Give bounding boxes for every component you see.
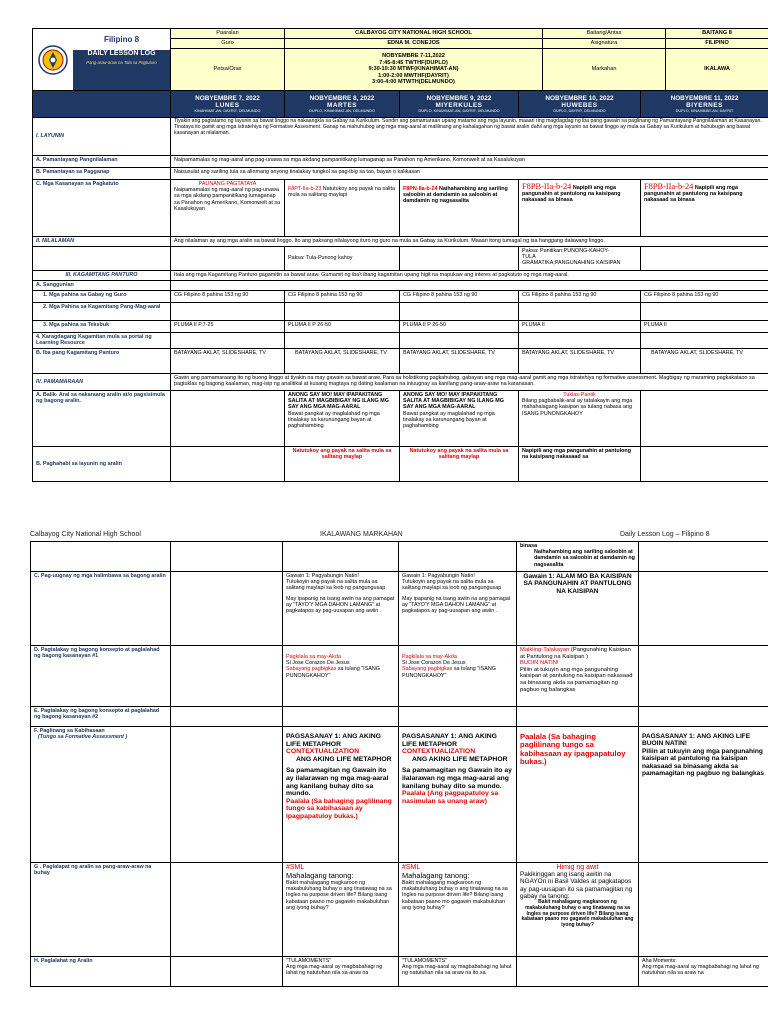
lr-lunes bbox=[171, 333, 285, 349]
paglalahat-miyerkules: "TULAMOMENTS" Ang mga mag-aaral ay magbabahagi ng lahat ng natutuhan nila sa araw na ito.sa bbox=[399, 957, 517, 987]
guro-value: EDNA M. CONEJOS bbox=[285, 39, 543, 49]
paglalahat-lunes bbox=[171, 957, 283, 987]
asignatura-value: FILIPINO bbox=[666, 39, 768, 49]
paaralan-label: Paaralan bbox=[171, 29, 285, 39]
sanggunian-label: A. Sanggunian bbox=[33, 281, 171, 291]
petsa-value: NOBYEMBRE 7-11,2022 7:45-8:45 TWTHF(DUPLO) 9:30-10:30 MTWF(KINAHIMAT-AN) 1:00-2:00 MWTHF(DAYRIT) 3:00-4:00 MTWTH(DELMUNDO) bbox=[285, 49, 543, 91]
layunin-text: Tiyakin ang pagtatamo ng layunin sa bawat linggo na nakaangkla sa Gabay sa Kurikulum. Sundin ang pamamaraan upang matamo ang mga layunin, maaari ring magdagdag ng iba pang gawain sa paglinang ng Pamantayang Pangnilalaman at Kasanayan. Tinataya ito gamit ang mga istratehiya ng Formative Assesment. Ganap na mahuhubog ang mga mag-aaral at malilinang ang kahalagahan ng bawat aralin dahil ang mga layunin sa bawat linggo ay mula sa Gabay sa Kurikulum at huhubugin ang bawat kasanayan at nilalaman. bbox=[171, 118, 768, 156]
pag-uugnay-huwebes: Gawain 1: ALAM MO BA KAISIPAN SA PANGUNAHIN AT PANTULONG NA KAISIPAN bbox=[517, 572, 639, 646]
paghahabi-huwebes: Napipili ang mga pangunahin at pantulong na kaisipang nakasaad sa bbox=[519, 447, 641, 482]
baitang-label: Baitang/Antas bbox=[543, 29, 666, 39]
gabay-biyernes: CG Filipino 8 pahina 153 ng 90 bbox=[641, 291, 768, 303]
cont-biyernes bbox=[639, 542, 768, 572]
title-block bbox=[33, 29, 171, 91]
pag-uugnay-miyerkules: Gawain 1: Pagyabungin Natin! Tutukoyin ang payak na salita mula sa salitang maylapi sa loob ng pangungusap May ipapanig na isang awiin na ang pamagat ay "TAYO'Y MGA DAHON LAMANG" at pagkatapos ay pag-uusapan ang awiin . bbox=[399, 572, 517, 646]
teksbuk-martes: PLUMA II P 26-50 bbox=[285, 321, 400, 333]
pagtalakay-1-miyerkules: Pagkilala sa may-Akda Si Jose Corazon De Jesus Sabayang pagbigkas sa tulang "ISANG PUNONGKAHOY" bbox=[399, 646, 517, 707]
nilalaman-huwebes: Paksa: Panitikan;PUNONG-KAHOY- TULA GRAMATIKA;PANGUNAHING KAISIPAN bbox=[519, 247, 641, 271]
iba-martes: BATAYANG AKLAT, SLIDESHARE, TV bbox=[285, 349, 400, 374]
iba-pang-kagamitan-label: B. Iba pang Kagamitang Panturo bbox=[33, 349, 171, 374]
pagtalakay-2-biyernes bbox=[639, 707, 768, 727]
balik-aral-martes: ANONG SAY MO! MAY IPAPAKITANG SALITA AT MAGBIBIGAY NG ILANG MG SAY ANG MGA MAG-AARAL Bawat pangkat ay maglalahad ng mga tinalakay sa karunungang bayan at paghahambing bbox=[285, 391, 400, 447]
gabay-martes: CG Filipino 8 pahina 153 ng 90 bbox=[285, 291, 400, 303]
pagtalakay-1-label: D. Pagtalakay ng bagong konsepto at paglalahad ng bagong kasanayan #1 bbox=[31, 646, 171, 707]
day-header-blank bbox=[33, 91, 171, 118]
baitang-value: BAITANG 8 bbox=[666, 29, 768, 39]
quarter-running-header: IKALAWANG MARKAHAN bbox=[320, 531, 403, 538]
kagamitang-panturo-text: Itala ang mga Kagamitang Panturo gagamitin sa bawat araw. Gumamit ng iba't ibang kagamitan upang higit na mapukaw ang interes at pagkatuto ng mga mag-aaral. bbox=[171, 271, 768, 281]
paglinang-lunes bbox=[171, 727, 283, 863]
lr-biyernes bbox=[641, 333, 768, 349]
kagamitang-martes bbox=[285, 303, 400, 321]
paghahabi-lunes bbox=[171, 447, 285, 482]
layunin-label: I. LAYUNIN bbox=[33, 118, 171, 156]
balik-aral-huwebes: Tuklas-Pantik Bilang pagbabalik-aral ay tatalakayin ang mga mahahalagang kaisipan sa tulang nabasa ang ISANG PUNONGKAHOY bbox=[519, 391, 641, 447]
gabay-lunes: CG Filipino 8 pahina 153 ng 90 bbox=[171, 291, 285, 303]
iba-biyernes: BATAYANG AKLAT, SLIDESHARE, TV bbox=[641, 349, 768, 374]
dll-title: DAILY LESSON LOG bbox=[73, 50, 170, 58]
cont-miyerkules bbox=[399, 542, 517, 572]
balik-aral-lunes bbox=[171, 391, 285, 447]
kagamitang-miyerkules bbox=[400, 303, 519, 321]
paghahabi-label: B. Paghahabi sa layunin ng aralin bbox=[33, 447, 171, 482]
petsa-label: Petsa/Oras bbox=[171, 49, 285, 91]
dll-running-header: Daily Lesson Log – Filipino 8 bbox=[620, 531, 710, 538]
pag-uugnay-label: C. Pag-uugnay ng mga halimbawa sa bagong aralin bbox=[31, 572, 171, 646]
gabay-label: 1. Mga pahina sa Gabay ng Guro bbox=[33, 291, 171, 303]
kagamitang-panturo-label: III. KAGAMITANG PANTURO bbox=[33, 271, 171, 281]
pag-uugnay-martes: Gawain 1: Pagyabungin Natin! Tutukoyin ang payak na salita mula sa salitang maylapi sa loob ng pangungusap May ipapanig na isang awiin na ang pamagat ay "TAYO'Y MGA DAHON LAMANG" at pagkatapos ay pag-uusapan ang awiin . bbox=[283, 572, 399, 646]
paglalapat-huwebes: Himig ng awit Pakikinggan ang isang awitin na NGAYOn ni Basil Valdes at pagkatapos ay pag-uusapan ito sa pamamagitan ng gabay na tanong: Bakit mahalagang magkaroon ng makabuluhang buhay o ang tinatawag na sa Ingles na purpose driven life? Bilang isang kabataan paano mo gagawin makabuluhan ang iyong buhay? bbox=[517, 863, 639, 957]
pagtalakay-1-huwebes: Maikling-Talakayan (Pangunahing Kaisipan at Pantulong na Kaisipan ) BUOIN NATIN! Piliin at tukuyin ang mga pangunahing kaisipan at pantulong na kaisipan nakasaad sa binasang akda sa pamamagitan ng pagbuo ng balangkas bbox=[517, 646, 639, 707]
pamantayang-pangnilalaman-text: Naipamamalas ng mag-aaral ang pag-unawa sa mga akdang pampanitikang lumaganap sa Panahon ng Amerikano, Komonwelt at sa Kasalukuyan bbox=[171, 156, 768, 168]
cont-martes bbox=[283, 542, 399, 572]
balik-aral-label: A. Balik- Aral sa nakaraang aralin at/o pagsisimula ng bagong aralin. bbox=[33, 391, 171, 447]
paglalapat-biyernes bbox=[639, 863, 768, 957]
gabay-miyerkules: CG Filipino 8 pahina 153 ng 90 bbox=[400, 291, 519, 303]
day-header-biyernes: NOBYEMBRE 11, 2022 BIYERNES DUPLO, KINAHIMAT-AN, DAYRIT bbox=[641, 91, 768, 118]
nilalaman-label: II. NILALAMAN bbox=[33, 237, 171, 247]
nilalaman-biyernes bbox=[641, 247, 768, 271]
nilalaman-martes: Paksa: Tula-Punong kahoy bbox=[285, 247, 400, 271]
teksbuk-biyernes: PLUMA II bbox=[641, 321, 768, 333]
lr-martes bbox=[285, 333, 400, 349]
nilalaman-text: Ang nilalaman ay ang mga aralin sa bawat linggo. Ito ang paksang nilalayong ituro ng guro na mula sa Gabay sa Kurikulum. Maaari itong tumagal ng isa hanggang dalawang linggo. bbox=[171, 237, 768, 247]
pagtalakay-1-biyernes bbox=[639, 646, 768, 707]
paglalahat-huwebes bbox=[517, 957, 639, 987]
nilalaman-miyerkules bbox=[400, 247, 519, 271]
teksbuk-huwebes: PLUMA II bbox=[519, 321, 641, 333]
pagtalakay-1-lunes bbox=[171, 646, 283, 707]
paglinang-huwebes: Paalala (Sa bahaging paglilinang tungo sa kabihasaan ay ipagpapatuloy bukas.) bbox=[517, 727, 639, 863]
teksbuk-miyerkules: PLUMA II P 26-50 bbox=[400, 321, 519, 333]
day-header-martes: NOBYEMBRE 8, 2022 MARTES DUPLO, KINAHIMAT-AN, DELMUNDO bbox=[285, 91, 400, 118]
deped-seal-icon bbox=[38, 45, 68, 75]
kagamitang-pang-mag-aaral-label: 2. Mga Pahina sa Kagamitang Pang-Mag-aaral bbox=[33, 303, 171, 321]
pamantayan-sa-pagganap-text: Naisusulat ang sariling tula sa alinmang anyong tinalakay tungkol sa pag-ibig sa tao, bayan o kalikasan bbox=[171, 168, 768, 180]
kasanayan-miyerkules: F8PN-IIa-b-24 Naihahambing ang sariling saloobin at damdamin sa saloobin at damdamin ng nagsasalita bbox=[400, 180, 519, 237]
kagamitang-huwebes bbox=[519, 303, 641, 321]
pag-uugnay-lunes bbox=[171, 572, 283, 646]
pamantayan-sa-pagganap-label: B. Pamantayan sa Pagganap bbox=[33, 168, 171, 180]
paglalapat-lunes bbox=[171, 863, 283, 957]
iba-miyerkules: BATAYANG AKLAT, SLIDESHARE, TV bbox=[400, 349, 519, 374]
paglalahat-biyernes: Aha Moments: Ang mga mag-aaral ay magbabahagi ng lahat ng natutuhan nila sa araw na bbox=[639, 957, 768, 987]
day-header-miyerkules: NOBYEMBRE 9, 2022 MIYERKULES DUPLO, KINAHIMAT-AN, DAYRIT, DELMUNDO bbox=[400, 91, 519, 118]
pag-uugnay-biyernes bbox=[639, 572, 768, 646]
paglinang-martes: PAGSASANAY 1: ANG AKING LIFE METAPHOR CONTEXTUALIZATION ANG AKING LIFE METAPHOR Sa pamamagitan ng Gawain ito ay ilalarawan ng mga mag-aaral ang kanilang buhay dito sa mundo. Paalala (Sa bahaging paglilinang tungo sa kabihasaan ay ipagpapatuloy bukas.) bbox=[283, 727, 399, 863]
kasanayan-lunes: PAUNANG PAGTATAYA Naipamamalas ng mag-aaral ng pag-unawa sa mga akdang pampanitikang lumaganap sa Panahon ng Amerikano, Komonwelt at sa Kasalukuyan bbox=[171, 180, 285, 237]
subject-title: Filipino 8 bbox=[73, 29, 170, 50]
day-header-lunes: NOBYEMBRE 7, 2022 LUNES KINAHIMAT-AN, DAYRIT, DELMUNDO bbox=[171, 91, 285, 118]
kasanayan-biyernes: F8PB-IIa-b-24 Napipili ang mga pangunahin at pantulong na kaisipang nakasaad sa binasa bbox=[641, 180, 768, 237]
day-header-huwebes: NOBYEMBRE 10, 2022 HUWEBES DUPLO, DAYRIT, DELMUNDO bbox=[519, 91, 641, 118]
paglalahat-martes: "TULAMOMENTS" Ang mga mag-aaral ay magbabahagi ng lahat ng natutuhan nila sa araw na bbox=[283, 957, 399, 987]
cont-lunes bbox=[171, 542, 283, 572]
pamantayang-pangnilalaman-label: A. Pamantayang Pangnilalaman bbox=[33, 156, 171, 168]
paghahabi-biyernes bbox=[641, 447, 768, 482]
iba-lunes: BATAYANG AKLAT, SLIDESHARE, TV bbox=[171, 349, 285, 374]
paaralan-value: CALBAYOG CITY NATIONAL HIGH SCHOOL bbox=[285, 29, 543, 39]
day-header-row bbox=[33, 91, 768, 118]
pagtalakay-2-label: E. Pagtalakay ng bagong konsepto at paglalahad ng bagong kasanayan #2 bbox=[31, 707, 171, 727]
pagtalakay-2-huwebes bbox=[517, 707, 639, 727]
dll-subtitle: Pang-araw-araw na Tala sa Pagtuturo bbox=[73, 59, 170, 69]
gabay-huwebes: CG Filipino 8 pahina 153 ng 90 bbox=[519, 291, 641, 303]
asignatura-label: Asignatura bbox=[543, 39, 666, 49]
teksbuk-label: 3. Mga pahina sa Teksbuk bbox=[33, 321, 171, 333]
nilalaman-lunes bbox=[171, 247, 285, 271]
learning-resource-label: 4. Karagdagang Kagamitan mula sa portal ng Learning Resource bbox=[33, 333, 171, 349]
paglalapat-martes: #SML Mahalagang tanong: Bakit mahalagang magkaroon ng makabuluhang buhay o ang tinatawag na sa Ingles na purpose driven life? Bilang isang kabataan paano mo gagawin makabuluhan ang iyong buhay? bbox=[283, 863, 399, 957]
teksbuk-lunes: PLUMA II P.7-25 bbox=[171, 321, 285, 333]
school-running-header: Calbayog City National High School bbox=[30, 531, 141, 538]
nilalaman-blank bbox=[33, 247, 171, 271]
kasanayan-martes: F8PT-IIa-b-23 Natutukoy ang payak na salita mula sa salitang maylapi bbox=[285, 180, 400, 237]
paglinang-biyernes: PAGSASANAY 1: ANG AKING LIFE BUOIN NATIN! Piliin at tukuyin ang mga pangunahing kaisipan at pantulong na kaisipan nakasaad sa binasang akda sa pamamagitan ng pagbuo ng balangkas bbox=[639, 727, 768, 863]
paglinang-miyerkules: PAGSASANAY 1: ANG AKING LIFE METAPHOR CONTEXTUALIZATION ANG AKING LIFE METAPHOR Sa pamamagitan ng Gawain ito ay ilalarawan ng mga mag-aaral ang kanilang buhay dito sa mundo. Paalala (Ang pagpapatuloy sa nasimulan sa unang araw) bbox=[399, 727, 517, 863]
balik-aral-biyernes bbox=[641, 391, 768, 447]
paghahabi-martes: Natutukoy ang payak na salita mula sa salitang maylap bbox=[285, 447, 400, 482]
paglinang-label: F. Paglinang sa Kabihasaan (Tungo sa Formative Assessment ) bbox=[31, 727, 171, 863]
pagtalakay-1-martes: Pagkilala sa may-Akda Si Jose Corazon De Jesus Sabayang pagbigkas sa tulang "ISANG PUNONGKAHOY" bbox=[283, 646, 399, 707]
pamamaraan-label: IV. PAMAMARAAN bbox=[33, 374, 171, 391]
markahan-label: Markahan bbox=[543, 49, 666, 91]
paghahabi-miyerkules: Natutukoy ang payak na salita mula sa salitang maylap bbox=[400, 447, 519, 482]
paglalapat-label: G . Paglalapat ng aralin sa pang-araw-araw na buhay bbox=[31, 863, 171, 957]
kagamitang-biyernes bbox=[641, 303, 768, 321]
iba-huwebes: BATAYANG AKLAT, SLIDESHARE, TV bbox=[519, 349, 641, 374]
pamamaraan-text: Gawin ang pamamaraang ito ng buong linggo at tiyakin na may gawain sa bawat araw. Para sa holistikong pagkahubog, gabayan ang mga mag-aaral gamit ang mga istratehiya ng formative assessment. Magbigay ng maraming pagkakataon sa pagtuklas ng bagong kaalaman, mag-isip ng analitikal at kusang magtaya ng dating kaalaman na iniuugnay sa kanilang pang-araw-araw na karanasan. bbox=[171, 374, 768, 391]
lr-miyerkules bbox=[400, 333, 519, 349]
kagamitang-lunes bbox=[171, 303, 285, 321]
school-seal bbox=[33, 29, 73, 90]
kasanayan-label: C. Mga Kasanayan sa Pagkatuto bbox=[33, 180, 171, 237]
lr-huwebes bbox=[519, 333, 641, 349]
sanggunian-blank bbox=[171, 281, 768, 291]
cont-huwebes: binasa Naihahambing ang sariling saloobin at damdamin sa saloobin at damdamin ng nagsasalita bbox=[517, 542, 639, 572]
markahan-value: IKALAWA bbox=[666, 49, 768, 91]
guro-label: Guro bbox=[171, 39, 285, 49]
paglalapat-miyerkules: #SML Mahalagang tanong: Bakit mahalagang magkaroon ng makabuluhang buhay o ang tinatawag na sa Ingles na purpose driven life? Bilang isang kabataan paano mo gagawin makabuluhan ang iyong buhay? bbox=[399, 863, 517, 957]
pagtalakay-2-miyerkules bbox=[399, 707, 517, 727]
cont-label bbox=[31, 542, 171, 572]
balik-aral-miyerkules: ANONG SAY MO! MAY IPAPAKITANG SALITA AT MAGBIBIGAY NG ILANG MG SAY ANG MGA MAG-AARAL Bawat pangkat ay maglalahad ng mga tinalakay sa karunungang bayan at paghahambing bbox=[400, 391, 519, 447]
kasanayan-huwebes: F8PB-IIa-b-24 Napipili ang mga pangunahin at pantulong na kaisipang nakasaad sa binasa bbox=[519, 180, 641, 237]
paglalahat-label: H. Paglalahat ng Aralin bbox=[31, 957, 171, 987]
pagtalakay-2-lunes bbox=[171, 707, 283, 727]
pagtalakay-2-martes bbox=[283, 707, 399, 727]
